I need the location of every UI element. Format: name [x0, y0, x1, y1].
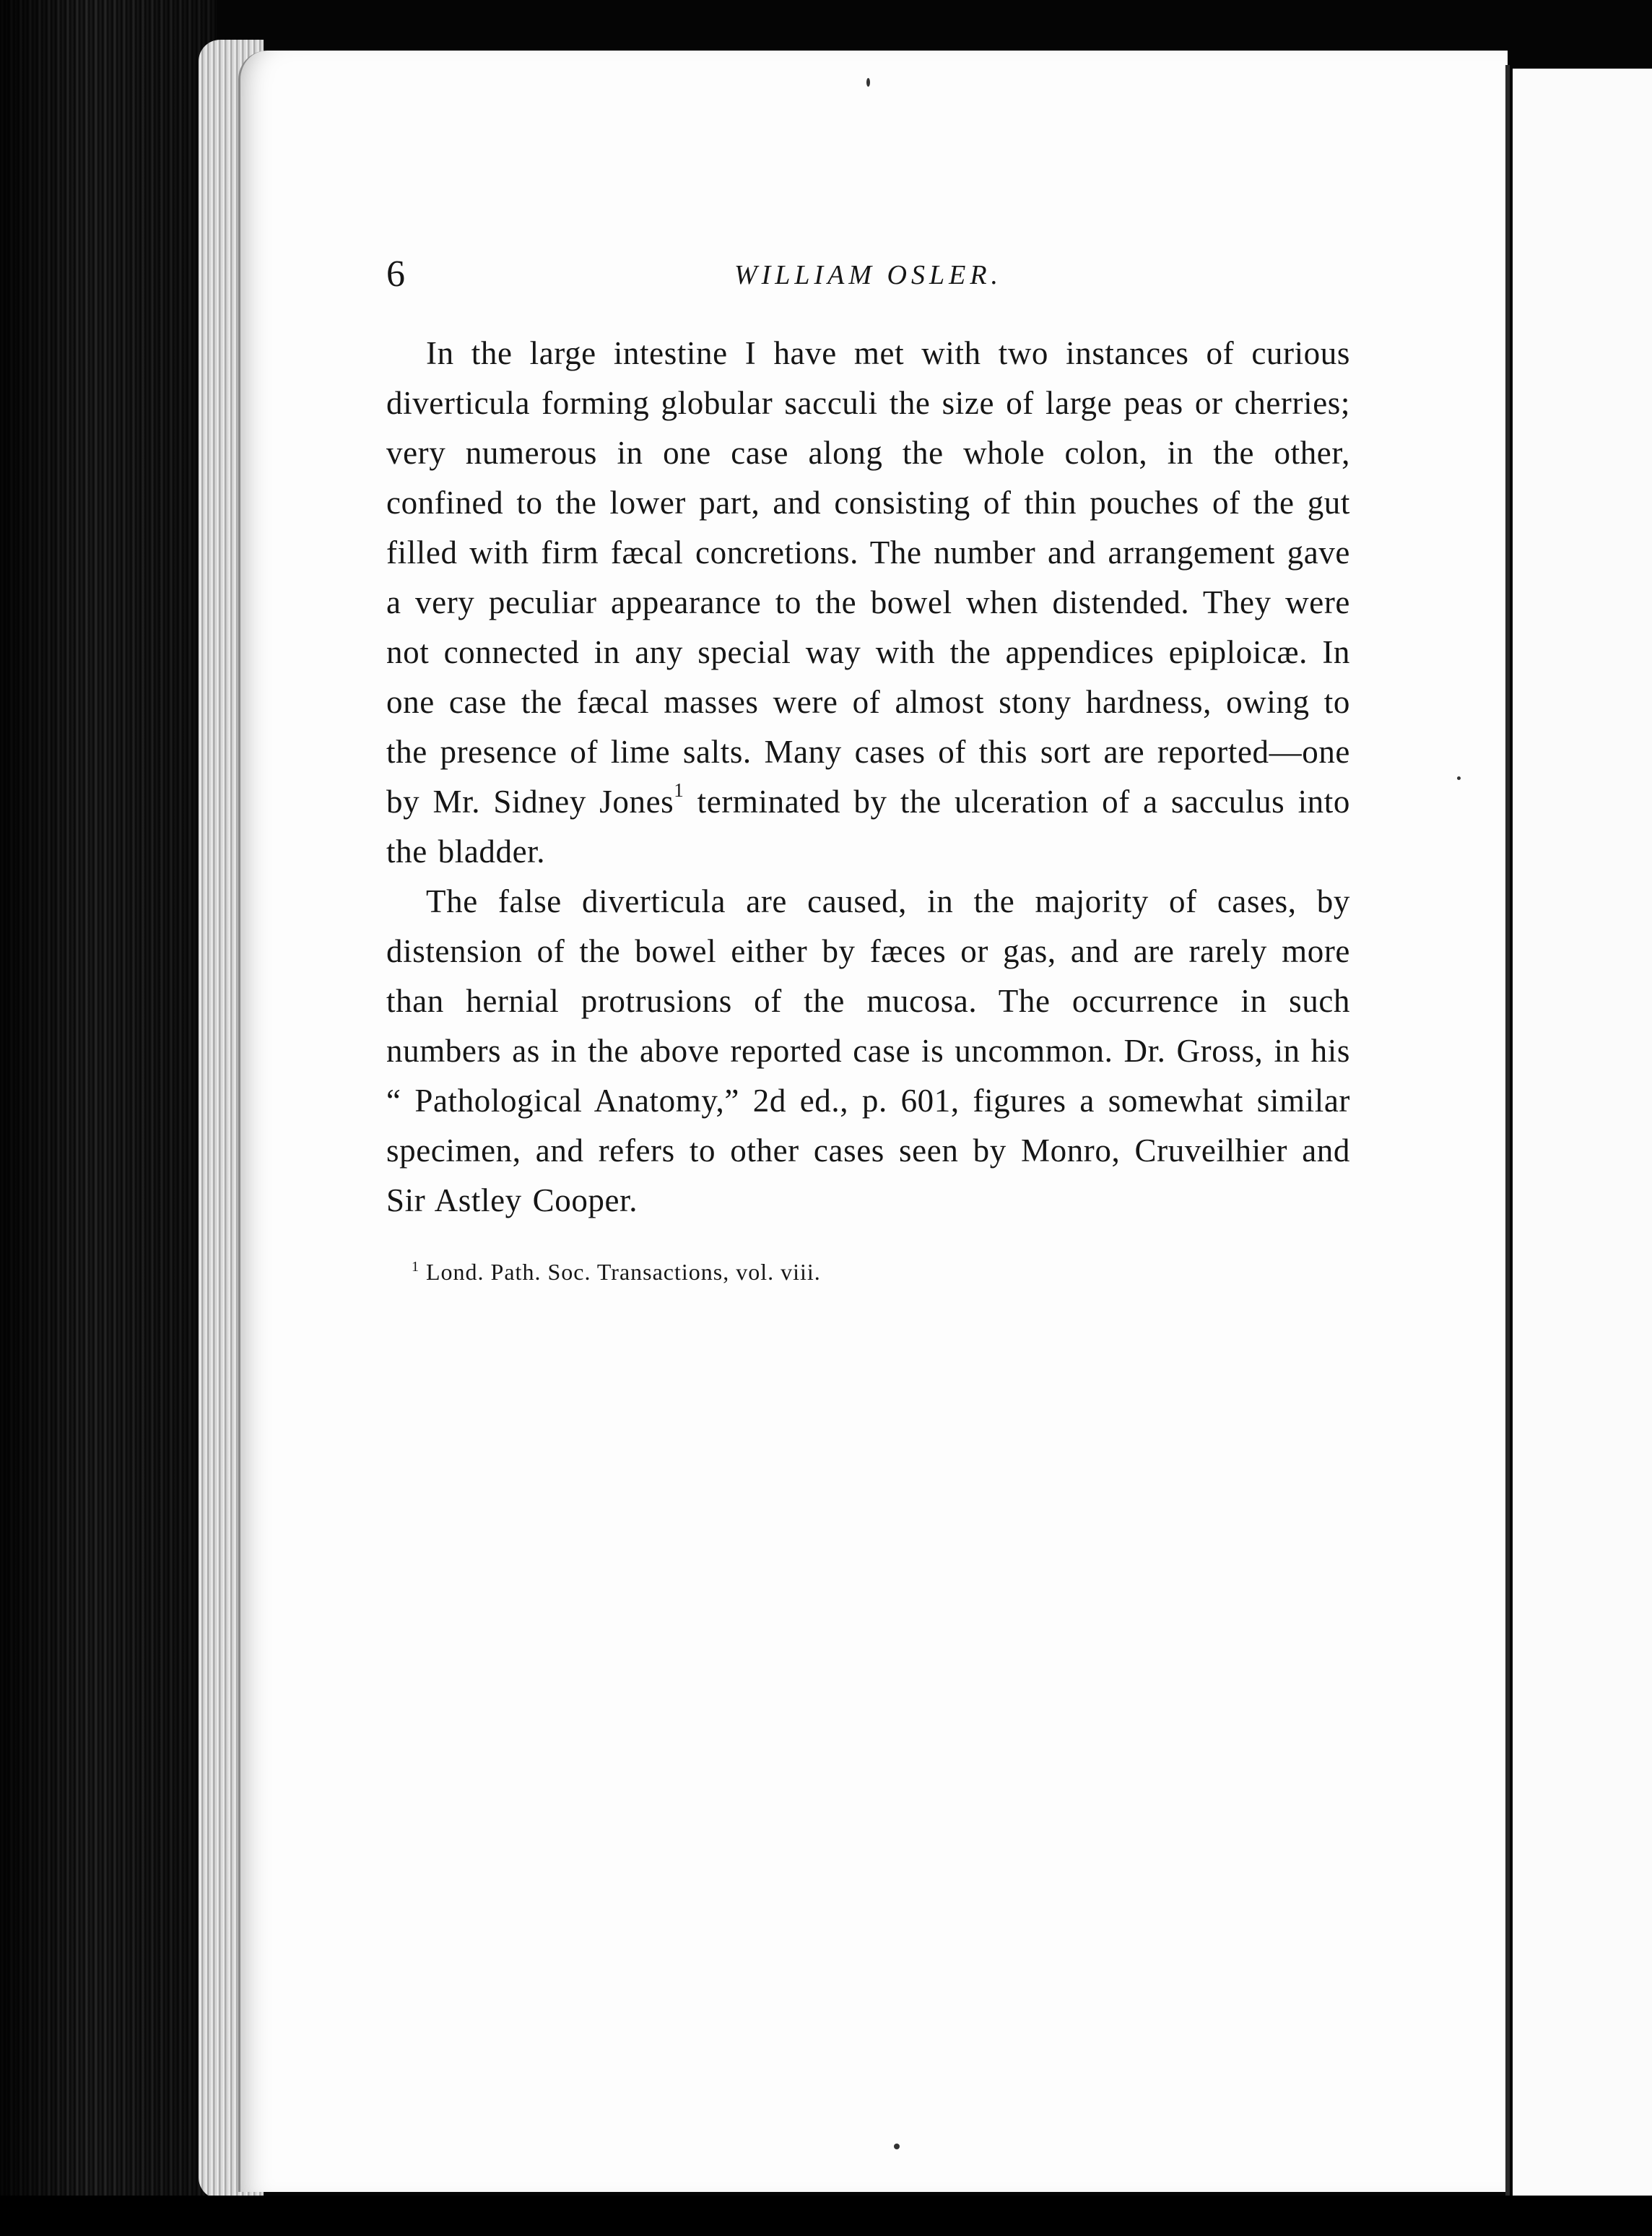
scan-speck: [1457, 776, 1461, 780]
footnote-marker: 1: [412, 1259, 419, 1275]
scan-speck: [866, 78, 870, 87]
scan-speck: [894, 2144, 900, 2149]
footnote-text: Lond. Path. Soc. Transactions, vol. viii.: [419, 1259, 821, 1285]
bottom-dark-band: [0, 2196, 1652, 2236]
paragraph-2: The false diverticula are caused, in the majority of cases, by distension of the bowel either by fæces or gas, and are rarely more than hernial protrusions of the mucosa. The occurrence in such numbers as in the above reported case is uncommon. Dr. Gross, in his “ Pathological Anatomy,” 2d ed., p. 601, figures a somewhat similar specimen, and refers to other cases seen by Monro, Cruveilhier and Sir Astley Cooper.: [386, 883, 1350, 1218]
footnote-reference: 1: [674, 779, 684, 801]
running-head-title: WILLIAM OSLER.: [734, 260, 1003, 290]
paragraph-1-text-continued: terminated by the ulceration of a sacculus into the bladder.: [386, 784, 1350, 870]
page-gutter-line: [1505, 65, 1510, 2203]
page-number: 6: [386, 254, 405, 295]
facing-page-sliver: [1513, 69, 1652, 2203]
page-text: [386, 249, 1350, 1288]
paragraph-1-text: In the large intestine I have met with two instances of curious diverticula forming globular sacculi the size of large peas or cherries; very numerous in one case along the whole colon, in the other, confined to the lower part, and consisting of thin pouches of the gut filled with firm fæcal concretions. The number and arrangement gave a very peculiar appearance to the bowel when distended. They were not connected in any special way with the appendices epiploicæ. In one case the fæcal masses were of almost stony hardness, owing to the presence of lime salts. Many cases of this sort are reported—one by Mr. Sidney Jones: [386, 335, 1350, 820]
paragraph-1: [386, 329, 1350, 877]
footnote: [386, 1256, 1350, 1288]
book-edge-shadow: [0, 0, 217, 2236]
running-head: [386, 249, 1350, 300]
